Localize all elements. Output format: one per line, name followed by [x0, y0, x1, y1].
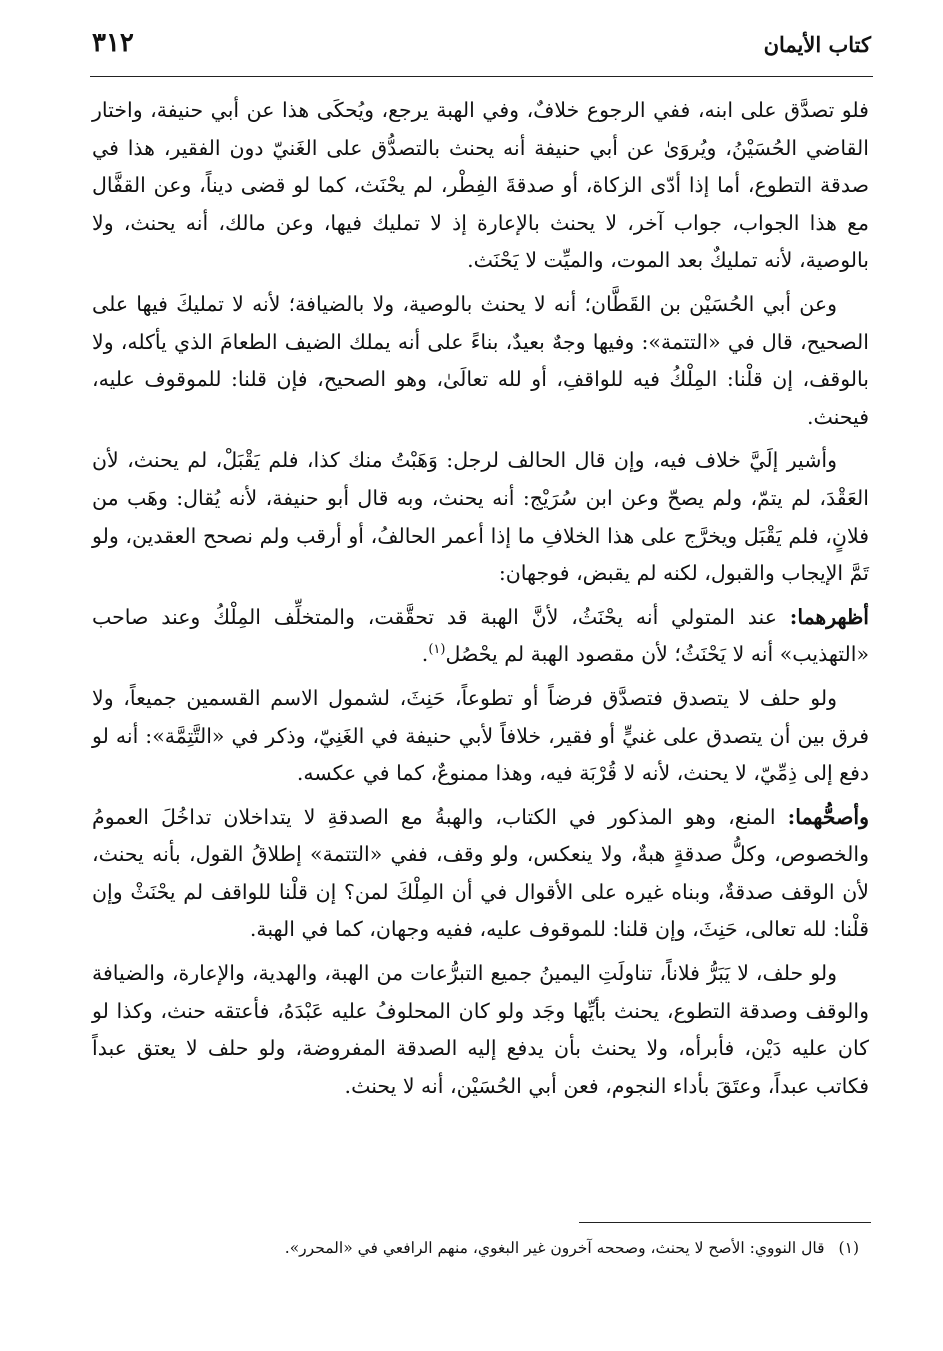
- paragraph-3: [92, 442, 869, 592]
- footnote-number: (١): [838, 1239, 859, 1257]
- header-divider: [90, 76, 873, 77]
- paragraph-text: وأشير إلَيَّ خلاف فيه، وإن قال الحالف لرجل: وَهَبْتُ منك كذا، فلم يَقْبَلْ، لم يحنث، لأن العَقْدَ، لم يتمّ، ولم يصحّ وعن ابن سُرَيْج: أنه يحنث، وبه قال أبو حنيفة، لأنه يُقال: وهَب من فلانٍ، فلم يَقْبَل ويخرَّج على هذا الخلافِ ما إذا أعمر الحالفُ، أو أرقب ولم نصحح العقدين، ولو تَمَّ الإيجاب والقبول، لكنه لم يقبض، فوجهان:: [92, 448, 869, 586]
- paragraph-lead: وأصحُّهما:: [787, 804, 869, 829]
- footnote-reference[interactable]: (١): [428, 642, 446, 658]
- page-number: ٣١٢: [92, 28, 134, 58]
- page-header: [92, 28, 871, 72]
- paragraph-text: وعن أبي الحُسَيْن بن القَطَّان؛ أنه لا يحنث بالوصية، ولا بالضيافة؛ لأنه لا تمليكَ فيها على الصحيح، قال في «التتمة»: وفيها وجهٌ بعيدٌ، بناءً على أنه يملك الضيف الطعامَ الذي يأكله، ولا بالوقف، إن قلْنا: المِلْكُ فيه للواقفِ، أو لله تعالَىٰ، وهو الصحيح، فإن قلنا: للموقوف عليه، فيحنث.: [92, 291, 869, 429]
- main-text: [92, 92, 869, 1111]
- footnote-text: قال النووي: الأصح لا يحنث، وصححه آخرون غير البغوي، منهم الرافعي في «المحرر».: [284, 1239, 825, 1257]
- paragraph-text: عند المتولي أنه يحْنَثُ، لأنَّ الهبة قد تحقَّقت، والمتخلِّف المِلْكُ وعند صاحب «التهذيب» أنه لا يَحْنَثُ؛ لأن مقصود الهبة لم يحْصُل: [92, 604, 869, 667]
- paragraph-6: [92, 799, 869, 949]
- paragraph-text: ولو حلف، لا يَبَرُّ فلاناً، تناولَتِ اليمينُ جميع التبرُّعات من الهبة، والهدية، والإعارة، والضيافة والوقف وصدقة التطوع، يحنث بأيِّها وجَد ولو كان المحلوفُ عليه عَبْدَهُ، فأعتقه حنث، وكذا لو كان عليه دَيْن، فأبرأه، ولا يحنث بأن يدفع إليه الصدقة المفروضة، ولو حلف لا يعتق عبداً فكاتب عبداً، وعتَقَ بأداء النجوم، فعن أبي الحُسَيْن، أنه لا يحنث.: [92, 961, 869, 1098]
- footnote-divider: [579, 1222, 871, 1223]
- paragraph-text: ولو حلف لا يتصدق فتصدَّق فرضاً أو تطوعاً، حَنِثَ، لشمول الاسم القسمين جميعاً، ولا فرق بين أن يتصدق على غنيٍّ أو فقير، خلافاً لأبي حنيفة في الغَنِيّ، وذكر في «التَّتِمَّة»: أنه لو دفع إلى ذِمِّيّ، لا يحنث، لأنه لا قُرْبَة فيه، وهذا ممنوعٌ، كما في عكسه.: [92, 685, 869, 786]
- paragraph-end: .: [421, 642, 429, 667]
- paragraph-1: [92, 92, 869, 280]
- paragraph-2: [92, 286, 869, 436]
- paragraph-lead: أظهرهما:: [789, 604, 869, 629]
- paragraph-4: [92, 599, 869, 674]
- chapter-title: كتاب الأيمان: [763, 32, 871, 57]
- paragraph-text: المنع، وهو المذكور في الكتاب، والهبةُ مع الصدقةِ لا يتداخلان تداخُلَ العمومُ والخصوص، وكلُّ صدقةٍ هبةٌ، ولا ينعكس، ولو وقف، ففي «التتمة» إطلاقُ القول، بأنه يحنث، لأن الوقف صدقةٌ، وبناه غيره على الأقوال في أن المِلْكَ لمن؟ إن قلْنا للواقف لم يحْنَثْ وإن قلْنا: لله تعالى، حَنِثَ، وإن قلنا: للموقوف عليه، ففيه وجهان، كما في الهبة.: [92, 804, 869, 942]
- paragraph-7: [92, 955, 869, 1105]
- paragraph-5: [92, 680, 869, 793]
- footnote: [92, 1236, 859, 1260]
- paragraph-text: فلو تصدَّق على ابنه، ففي الرجوع خلافٌ، وفي الهبة يرجع، ويُحكَى هذا عن أبي حنيفة، واختار القاضي الحُسَيْنُ، ويُروَىٰ عن أبي حنيفة أنه يحنث بالتصدُّق على الغَنيّ دون الفقير، هذا في صدقة التطوع، أما إذا أدّى الزكاة، أو صدقةَ الفِطْر، لم يحْنَث، كما لو قضى ديناً، وعن القفَّال مع هذا الجواب، جواب آخر، لا يحنث بالإعارة إذ لا تمليك فيها، وعن مالك، أنه يحنث، ولا بالوصية، لأنه تمليكٌ بعد الموت، والميِّت لا يَحْنَث.: [92, 98, 869, 273]
